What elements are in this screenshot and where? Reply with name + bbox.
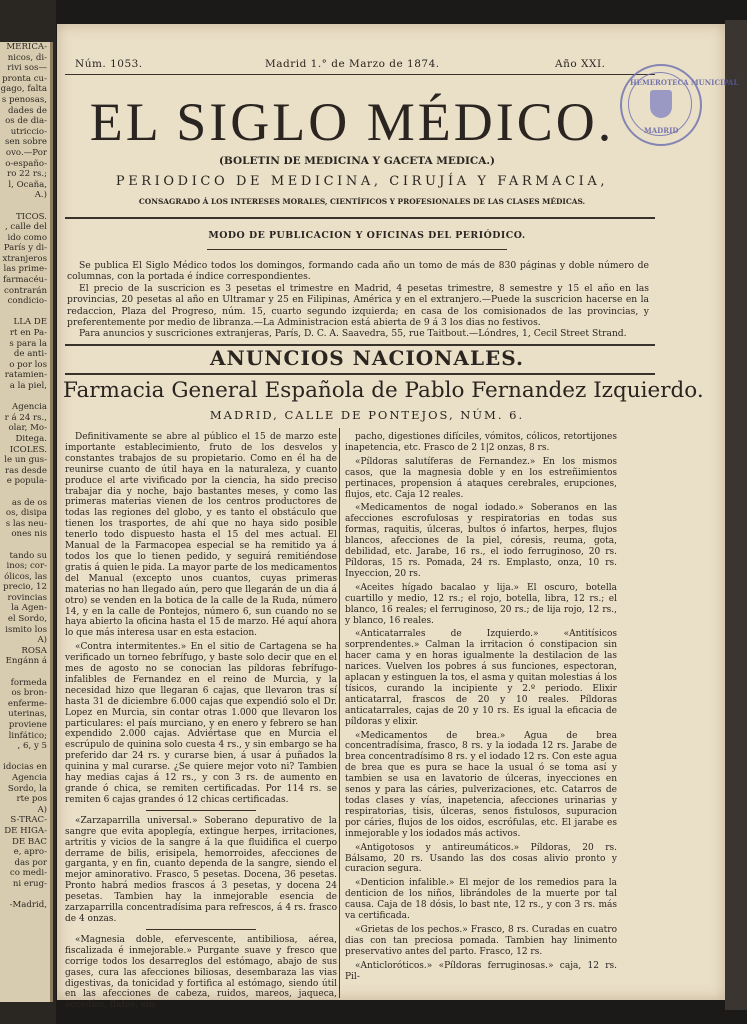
left-page-line — [0, 752, 50, 763]
issue-year: Año XXI. — [555, 58, 606, 70]
left-page-line: r á 24 rs., — [4, 412, 47, 423]
left-page-line — [0, 540, 50, 551]
article-paragraph: «Contra intermitentes.» En el sitio de Cartagena se ha verificado un torneo febrífugo, y baste solo decir que en el mes de agosto no se conocian las píldoras febrífugo-infalibles de Fernandez en el reino de Murcia, y la necesidad hizo que llegaran 6 cajas, que llevaron tras sí hasta 31 de diciembre 6.000 cajas que expendió solo el Dr. Lopez en Murcia, sin contar otras 1.000 que llevaron los particulares: el país murciano, y en enero y febrero se han expendido 2.000 cajas. Adviértase que en Murcia el escrúpulo de quinina solo cuesta 4 rs., y sin embargo se ha preferido dar 24 rs. y curarse bien, á usar á puñados la quinina y mal curarse. ¿Se quiere mejor voto ni? Tambien hay medias cajas á 12 rs., y con 3 rs. de aumento en grande ó chica, se remiten certificadas. Por 114 rs. se remiten 6 cajas grandes ó 12 chicas certificadas. — [65, 642, 337, 805]
left-page-line: A.) — [34, 190, 47, 201]
masthead-rule — [65, 217, 655, 219]
publication-info — [67, 260, 649, 340]
left-page-line: rte pos — [16, 794, 47, 805]
left-page-line: enferme- — [7, 698, 47, 709]
newspaper-title: EL SIGLO MÉDICO. — [89, 92, 615, 152]
left-page-line: Ditega. — [15, 433, 47, 444]
left-page-line: condicio- — [7, 296, 47, 307]
article-paragraph: «Aceites hígado bacalao y lija.» El oscuro, botella cuartillo y medio, 12 rs.; el rojo, botella, libra, 12 rs.; el blanco, 16 reales; el ferruginoso, 20 rs.; de lija rojo, 12 rs., y blanco, 16 reales. — [345, 582, 617, 626]
publication-paragraph: Se publica El Siglo Médico todos los domingos, formando cada año un tomo de más de 830 páginas y doble número de columnas, con la portada é índice correspondientes. — [67, 260, 649, 283]
left-page-line: inos; cor- — [6, 561, 47, 572]
left-page-line: contrarán — [4, 285, 47, 296]
column-rule — [339, 428, 340, 998]
left-page-line: -Madrid, — [9, 900, 47, 911]
left-page-line: Agencia — [11, 772, 47, 783]
left-page-line: ras desde — [5, 465, 47, 476]
publication-rule — [207, 249, 507, 250]
left-page-line: e popula- — [6, 476, 47, 487]
left-page-line — [0, 890, 50, 901]
left-page-line: precio, 12 — [3, 582, 47, 593]
left-page-line: TICOS. — [15, 211, 47, 222]
publication-paragraph: El precio de la suscricion es 3 pesetas el trimestre en Madrid, 4 pesetas trimestre, 8 semestre y 15 el año en las provincias, 20 pesetas al año en Ultramar y 25 en Filipinas, América y en el extranjero.—Puede la suscricion hacerse en la redaccion, Plaza del Progreso, núm. 15, cuarto segundo izquierda; en casa de los comisionados de las provincias, y preferentemente por medio de libranza.—La Administracion está abierta de 9 á 3 los dias no festivos. — [67, 282, 649, 329]
left-page-line: ratamien- — [4, 370, 47, 381]
left-page-line: ro 22 rs.; — [7, 169, 47, 180]
left-page-line: ROSA — [21, 645, 47, 656]
left-page-line: s para la — [9, 338, 47, 349]
left-page-line: idocias en — [3, 762, 47, 773]
left-page-line: xtranjeros — [2, 253, 47, 264]
left-page-line: , 6, y 5 — [17, 741, 47, 752]
stamp-top-text: HEMEROTECA MUNICIPAL — [630, 78, 739, 87]
left-page-line: ICOLES. — [9, 444, 47, 455]
left-page-line: ones nis — [11, 529, 47, 540]
publication-paragraph: Para anuncios y suscriciones extranjeras, París, D. C. A. Saavedra, 55, rue Taitbout.—Lóndres, 1, Cecil Street Strand. — [79, 328, 627, 340]
left-page-line: DE HIGA- — [4, 825, 47, 836]
left-page-line: A) — [37, 804, 47, 815]
article-paragraph: «Zarzaparrilla universal.» Soberano depurativo de la sangre que evita apoplegía, extingue herpes, irritaciones, artritis y vicios de la sangre á la que fluidifica el cuerpo derrame de bilis, erisipela, hemorroides, afecciones de garganta, y en fin, cuanto dependa de la sangre, siendo el mejor aminorativo. Frasco, 5 pesetas. Docena, 36 pesetas. Pronto habrá medios frascos á 3 pesetas, y docena 24 pesetas. Tambien hay la inmejorable esencia de zarzaparrilla concentradísima para refrescos, á 4 rs. frasco de 4 onzas. — [65, 815, 337, 924]
article-paragraph: «Grietas de los pechos.» Frasco, 8 rs. Curadas en cuatro dias con tan preciosa pomada. Tambien hay linimento preservativo antes del parto. Frasco, 12 rs. — [345, 924, 617, 957]
issue-number: Núm. 1053. — [75, 58, 143, 70]
left-page-line: Agencia — [11, 402, 47, 413]
article-paragraph: «Magnesia doble, efervescente, antibiliosa, aérea, fiscalizada é inmejorable.» Purgante suave y fresco que corrige todos los desarreglos del estómago, abajo de sus gases, cura las afecciones biliosas, desembaraza las vias digestivas, da tonicidad y fortifica al estómago, siendo útil en las afecciones de cabeza, ruidos, mareos, jaqueca, accedías, flatos, em- — [65, 934, 337, 1011]
article-paragraph: Definitivamente se abre al público el 15 de marzo este importante establecimiento, fruto de los desvelos y constantes trabajos de su propietario. Como en él ha de reunirse cuanto de útil haya en la naturaleza, y cuanto produce el arte vivificado por la ciencia, ha sido preciso trabajar dia y noche, bajo bastantes meses, y como las primeras materias vienen de los centros productores de todas las regiones del globo, y es tanto el obstáculo que tienen los trasportes, de ahí que no haya sido posible tenerlo todo dispuesto hasta el 15 del mes actual. El Manual de la Farmacopea especial se ha remitido ya á todos los que lo tienen pedido, y seguirá remitiéndose gratis á quien le pida. La mayor parte de los medicamentos del Manual (excepto unos cuantos, cuyas primeras materias no han llegado aún, pero que llegarán de un dia á otro) se venden en la botica de la calle de la Ruda, número 14, y en la calle de Pontejos, número 6, sun cuando no se haya abierto la oficina hasta el 15 de marzo. Hé aquí ahora lo que más interesa usar en esta estacion. — [65, 432, 337, 639]
left-page-line: ismito los — [5, 624, 47, 635]
left-page-line: o-españo- — [5, 158, 47, 169]
left-page-line: dades de — [8, 105, 47, 116]
left-page-line: las prime- — [3, 264, 47, 275]
article-column-left — [65, 432, 337, 1014]
issue-date: Madrid 1.° de Marzo de 1874. — [265, 58, 440, 70]
section-divider — [146, 929, 256, 930]
left-page-line: DE BAC — [12, 836, 47, 847]
left-page-line: ólicos, las — [4, 571, 47, 582]
left-page-line — [0, 307, 50, 318]
left-page-line: París y di- — [3, 243, 47, 254]
left-page-line: l, Ocaña, — [8, 179, 47, 190]
left-page-line — [0, 667, 50, 678]
left-page-line: de anti- — [13, 349, 47, 360]
left-page-line: ido como — [7, 232, 47, 243]
ads-heading: ANUNCIOS NACIONALES. — [210, 346, 524, 370]
article-paragraph: «Anticatarrales de Izquierdo.» «Antitísicos sorprendentes.» Calman la irritacion ó constipacion sin hacer cama y en horas igualmente la destilacion de las narices. Vuelven los pobres á sus funciones, espectoran, aplacan y estinguen la tos, el asma y quitan molestias á los tísicos, curando la incipiente y 2.º periodo. Elixir anticatarral, frascos de 20 y 10 reales. Píldoras anticatarrales, cajas de 20 y 10 rs. Es igual la eficacia de píldoras y elixir. — [345, 629, 617, 727]
left-page-line: e, apro- — [13, 847, 47, 858]
left-page-line: os, disipa — [5, 508, 47, 519]
article-paragraph: pacho, digestiones difíciles, vómitos, cólicos, retortijones inapetencia, etc. Frasco de 2 1|2 onzas, 8 rs. — [345, 432, 617, 453]
article-paragraph: «Medicamentos de nogal iodado.» Soberanos en las afecciones escrofulosas y respiratorias en todas sus formas, raquitis, úlceras, bultos ó infartos, herpes, flujos blancos, afecciones de la piel, córesis, reuma, gota, debilidad, etc. Jarabe, 16 rs., el iodo ferruginoso, 20 rs. Píldoras, 15 rs. Pomada, 24 rs. Emplasto, onza, 10 rs. Inyeccion, 20 rs. — [345, 503, 617, 579]
left-page-line: das por — [14, 857, 47, 868]
left-page-line: s penosas, — [1, 94, 47, 105]
left-page-line: tando su — [9, 550, 47, 561]
left-page-text — [0, 42, 50, 911]
left-page-line: sen sobre — [4, 137, 47, 148]
left-page-line: formeda — [10, 677, 47, 688]
pharmacy-address: MADRID, CALLE DE PONTEJOS, NÚM. 6. — [209, 408, 525, 422]
article-paragraph: «Antigotosos y antireumáticos.» Píldoras, 20 rs. Bálsamo, 20 rs. Usando las dos cosas alivio pronto y curacion segura. — [345, 842, 617, 875]
header-rule — [65, 74, 655, 75]
left-page-line — [0, 392, 50, 403]
left-page-line: a la piel, — [9, 381, 47, 391]
left-page-line: rt en Pa- — [9, 328, 47, 339]
left-page-line: proviene — [8, 720, 47, 730]
article-paragraph: «Anticloróticos.» «Píldoras ferruginosas.» caja, 12 rs. Pil- — [345, 960, 617, 982]
page-edge — [725, 20, 747, 1010]
section-divider — [146, 810, 256, 811]
left-page-line: rovincias — [7, 592, 47, 603]
newspaper-dedication: CONSAGRADO Á LOS INTERESES MORALES, CIENTÍFICOS Y PROFESIONALES DE LAS CLASES MÉDICAS. — [138, 197, 586, 206]
left-page-line — [0, 487, 50, 498]
left-page-line — [0, 201, 50, 212]
left-page-line: olar, Mo- — [8, 423, 47, 434]
left-page-line: ovo.—Por — [5, 147, 47, 158]
left-page-line: le un gus- — [4, 455, 47, 466]
left-page-line: o por los — [9, 359, 47, 370]
left-page-line: rivi sos— — [7, 63, 47, 74]
left-page-line: Engánn á — [5, 656, 47, 667]
left-page-line: S-TRAC- — [10, 815, 47, 826]
pharmacy-title: Farmacia General Española de Pablo Fernandez Izquierdo. — [63, 378, 704, 403]
left-page-line: pronta cu- — [2, 73, 47, 84]
left-page-line: farmacéu- — [2, 275, 47, 286]
left-page-line: uterinas, — [8, 709, 47, 720]
left-page-line: utriccio- — [10, 126, 47, 137]
left-page-line: LLA DE — [13, 317, 47, 328]
left-page-line: la Agen- — [11, 603, 47, 614]
article-column-right — [345, 432, 617, 986]
left-page-line: A) — [37, 635, 47, 646]
left-page-line: ni erug- — [12, 878, 47, 889]
newspaper-page — [57, 24, 739, 1011]
left-page-line: os bron- — [11, 688, 47, 699]
left-page-line: , calle del — [4, 222, 47, 233]
newspaper-tagline: PERIODICO DE MEDICINA, CIRUJÍA Y FARMACIA, — [115, 174, 609, 189]
left-page-line: MERICA- — [6, 42, 47, 52]
newspaper-subtitle: (BOLETIN DE MEDICINA Y GACETA MEDICA.) — [218, 155, 496, 167]
ads-bottom-rule — [65, 373, 655, 375]
left-page-line: nicos, di- — [7, 52, 47, 63]
left-page-line: s las neu- — [5, 518, 47, 529]
left-page-line: el Sordo, — [7, 614, 47, 625]
article-paragraph: «Denticion infalible.» El mejor de los remedios para la denticion de los niños, librándoles de la muerte por tal causa. Caja de 18 dósis, lo bast nte, 12 rs., y con 3 rs. más va certificada. — [345, 878, 617, 922]
left-page-line: Sordo, la — [7, 783, 47, 794]
stamp-bottom-text: MADRID — [644, 126, 679, 135]
coat-of-arms-icon — [650, 90, 672, 118]
left-page-line: as de os — [11, 497, 47, 508]
left-page-line: gago, falta — [0, 84, 47, 95]
left-page-line: co medi- — [9, 868, 47, 879]
article-paragraph: «Píldoras salutíferas de Fernandez.» En los mismos casos, que la magnesia doble y en los estreñimientos pertinaces, propension á ataques cerebrales, erupciones, flujos, etc. Caja 12 reales. — [345, 456, 617, 500]
left-page-line: os de dia- — [5, 116, 47, 127]
library-stamp — [620, 64, 739, 146]
publication-heading: MODO DE PUBLICACION Y OFICINAS DEL PERIÓDICO. — [208, 230, 526, 241]
left-page-fragment — [0, 42, 53, 1002]
article-paragraph: «Medicamentos de brea.» Agua de brea concentradísima, frasco, 8 rs. y la iodada 12 rs. Jarabe de brea concentradísimo 8 rs. y el iodado 12 rs. Con este agua de brea que es pura se hace la usual ó se toma así y tambien se usa en lavatorio de úlceras, inyecciones en senos y para las cáries, pulverizaciones, etc. Catarros de todas clases y vías, inapetencia, afecciones urinarias y respiratorias, tisis, úlceras, senos fistulosos, supuracion por cáries, flujos de los oidos, escrófulas, etc. El jarabe es inmejorable y los iodados más activos. — [345, 730, 617, 839]
left-page-line: linfático; — [8, 730, 47, 741]
